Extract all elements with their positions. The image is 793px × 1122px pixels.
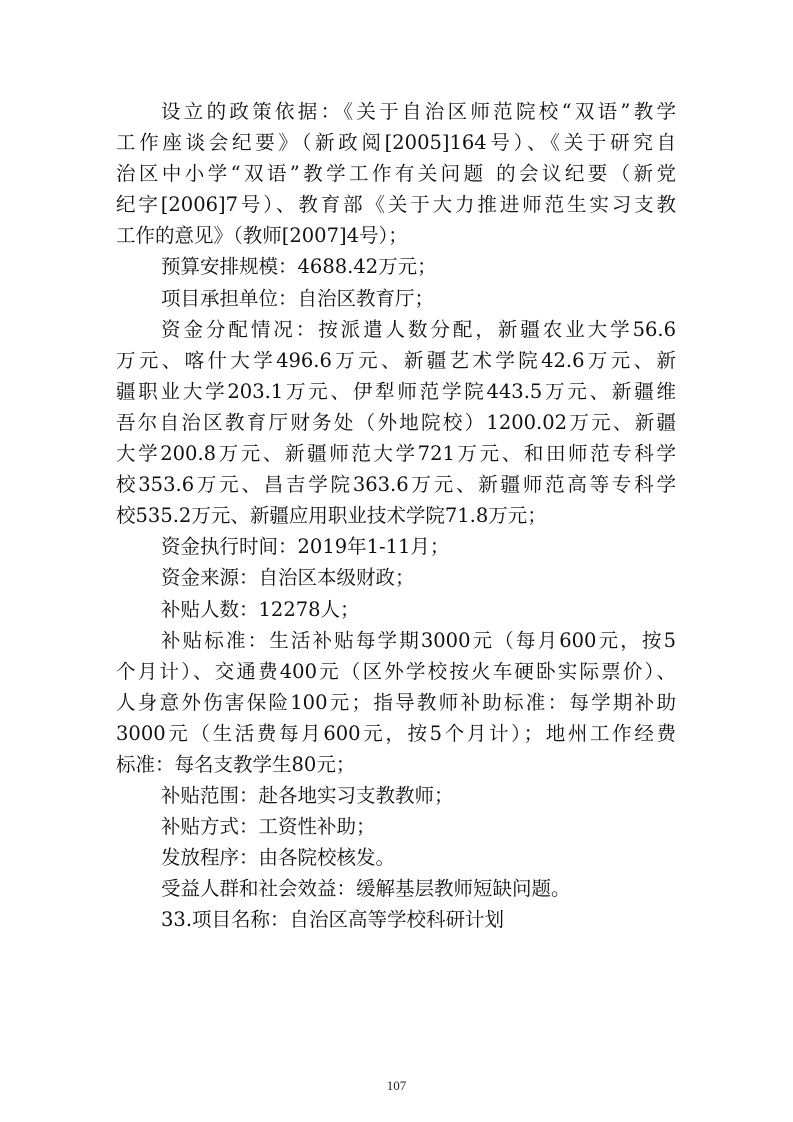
fund-allocation-line-1: 资金分配情况：按派遣人数分配，新疆农业大学56.6 (161, 317, 676, 341)
policy-basis-line-4: 纪字[2006]7号）、教育部《关于大力推进师范生实习支教 (116, 193, 676, 217)
fund-allocation-line-2: 万元、喀什大学496.6万元、新疆艺术学院42.6万元、新 (116, 348, 676, 372)
subsidy-scope-line: 补贴范围：赴各地实习支教教师； (161, 784, 454, 808)
page-number: 107 (386, 1078, 407, 1093)
fund-source-line: 资金来源：自治区本级财政； (161, 566, 415, 590)
execution-time-line: 资金执行时间：2019年1-11月； (161, 535, 450, 559)
beneficiaries-line: 受益人群和社会效益：缓解基层教师短缺问题。 (161, 877, 571, 901)
fund-allocation-line-5: 大学200.8万元、新疆师范大学721万元、和田师范专科学 (116, 442, 676, 466)
subsidy-standard-line-2: 个月计）、交通费400元（区外学校按火车硬卧实际票价）、 (116, 659, 676, 683)
subsidy-method-line: 补贴方式：工资性补助； (161, 815, 376, 839)
policy-basis-line-2: 工作座谈会纪要》（新政阅[2005]164号）、《关于研究自 (116, 131, 676, 155)
undertaking-unit-line: 项目承担单位：自治区教育厅； (161, 286, 435, 310)
distribution-procedure-line: 发放程序：由各院校核发。 (161, 846, 396, 870)
subsidy-standard-line-5: 标准：每名支教学生80元； (116, 752, 356, 776)
budget-scale-line: 预算安排规模：4688.42万元； (161, 255, 437, 279)
project-33-title-line: 33.项目名称：自治区高等学校科研计划 (161, 908, 505, 932)
subsidy-standard-line-3: 人身意外伤害保险100元；指导教师补助标准：每学期补助 (116, 690, 676, 714)
subsidy-standard-line-1: 补贴标准：生活补贴每学期3000元（每月600元，按5 (161, 628, 676, 652)
body-text (116, 96, 676, 936)
fund-allocation-line-7: 校535.2万元、新疆应用职业技术学院71.8万元； (116, 504, 547, 528)
policy-basis-line-5: 工作的意见》（教师[2007]4号）； (116, 224, 408, 248)
subsidy-count-line: 补贴人数：12278人； (161, 597, 360, 621)
subsidy-standard-line-4: 3000元（生活费每月600元，按5个月计）；地州工作经费 (116, 721, 676, 745)
fund-allocation-line-4: 吾尔自治区教育厅财务处（外地院校）1200.02万元、新疆 (116, 410, 676, 434)
policy-basis-line-3: 治区中小学“双语”教学工作有关问题 的会议纪要（新党 (116, 162, 676, 186)
fund-allocation-line-6: 校353.6万元、昌吉学院363.6万元、新疆师范高等专科学 (116, 473, 676, 497)
fund-allocation-line-3: 疆职业大学203.1万元、伊犁师范学院443.5万元、新疆维 (116, 379, 676, 403)
policy-basis-line-1: 设立的政策依据：《关于自治区师范院校“双语”教学 (161, 100, 676, 123)
